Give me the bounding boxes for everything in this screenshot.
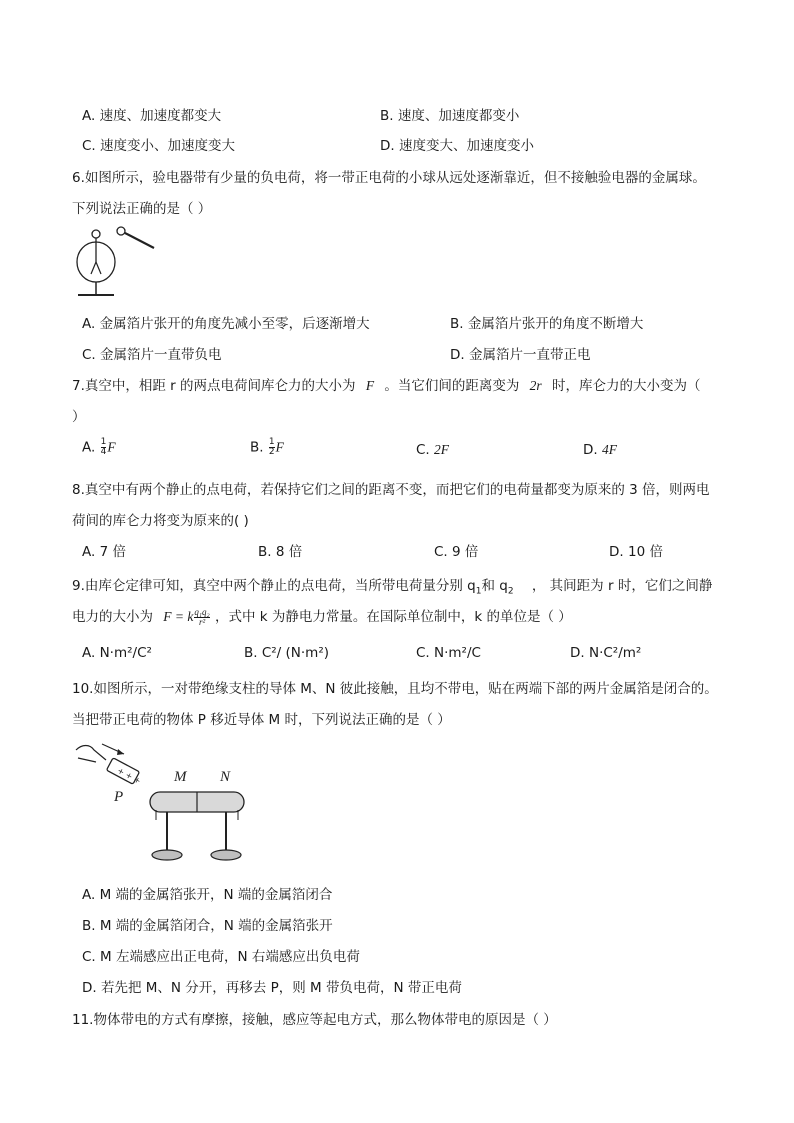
- svg-text:+ + +: + + +: [115, 766, 143, 786]
- q8-option-a: A. 7 倍: [82, 544, 126, 560]
- q7-symbol-2r: 2r: [529, 378, 542, 393]
- q7-option-a: A. $\frac{1}{4}$ F: [82, 437, 116, 457]
- hand-icon: [76, 746, 106, 761]
- q9-stem-line1: 9.由库仑定律可知，真空中两个静止的点电荷，当所带电荷量分别 $q_1$和 $q_2$ ， 其间距为 r 时，它们之间静: [72, 578, 713, 597]
- stand-base-m: [152, 850, 182, 860]
- q10-option-a: A. M 端的金属箔张开，N 端的金属箔闭合: [82, 887, 333, 903]
- q7-option-b: B. $\frac{1}{2}$ F: [250, 437, 284, 457]
- charged-ball: [117, 227, 125, 235]
- label-n: N: [220, 769, 231, 785]
- q7-symbol-f: F: [365, 378, 375, 393]
- q10-option-c: C. M 左端感应出正电荷，N 右端感应出负电荷: [82, 949, 360, 965]
- fraction-one-quarter: $\frac{1}{4}$: [100, 437, 107, 457]
- q8-option-d: D. 10 倍: [609, 544, 663, 560]
- conductor-figure: [72, 738, 252, 868]
- q5-option-b: B. 速度、加速度都变小: [380, 108, 520, 124]
- q6-option-c: C. 金属箔片一直带负电: [82, 347, 222, 363]
- q8-stem-line1: 8.真空中有两个静止的点电荷，若保持它们之间的距离不变，而把它们的电荷量都变为原来的 3 倍，则两电: [72, 482, 710, 498]
- fraction-one-half: $\frac{1}{2}$: [268, 437, 275, 457]
- q10-stem-line2: 当把带正电荷的物体 P 移近导体 M 时，下列说法正确的是（ ）: [72, 712, 451, 728]
- q11-stem-line1: 11.物体带电的方式有摩擦，接触，感应等起电方式，那么物体带电的原因是（ ）: [72, 1012, 557, 1028]
- label-p: P: [114, 789, 124, 805]
- q8-option-c: C. 9 倍: [434, 544, 479, 560]
- q10-option-d: D. 若先把 M、N 分开，再移去 P，则 M 带负电荷，N 带正电荷: [82, 980, 462, 996]
- q7-option-d: D. 4F: [583, 442, 617, 458]
- insulating-handle: [125, 233, 154, 248]
- q9-option-d: D. N·C²/m²: [570, 645, 642, 661]
- q9-stem-line2: 电力的大小为 F = k $\frac{\text{q₁q₂}}{\text{r²}}$ ，式中 k 为静电力常量。在国际单位制中，k 的单位是（ ）: [72, 606, 572, 627]
- electroscope-ball: [92, 230, 100, 238]
- coulomb-fraction: $\frac{\text{q₁q₂}}{\text{r²}}$: [194, 606, 210, 627]
- stand-base-n: [211, 850, 241, 860]
- q9-option-c: C. N·m²/C: [416, 645, 481, 661]
- q6-option-d: D. 金属箔片一直带正电: [450, 347, 591, 363]
- q8-option-b: B. 8 倍: [258, 544, 303, 560]
- q10-stem-line1: 10.如图所示，一对带绝缘支柱的导体 M、N 彼此接触，且均不带电，贴在两端下部的两片金属箔是闭合的。: [72, 681, 718, 697]
- coulomb-formula: F = k: [163, 609, 194, 624]
- electroscope-figure: [72, 222, 164, 300]
- q5-option-c: C. 速度变小、加速度变大: [82, 138, 236, 154]
- q9-option-b: B. C²/ (N·m²): [244, 645, 330, 661]
- q6-option-b: B. 金属箔片张开的角度不断增大: [450, 316, 644, 332]
- q6-stem-line2: 下列说法正确的是（ ）: [72, 201, 212, 217]
- q5-option-d: D. 速度变大、加速度变小: [380, 138, 534, 154]
- q7-option-c: C. 2F: [416, 442, 450, 458]
- q5-option-a: A. 速度、加速度都变大: [82, 108, 222, 124]
- label-m: M: [174, 769, 187, 785]
- q7-stem-line2: ）: [72, 409, 86, 425]
- q10-option-b: B. M 端的金属箔闭合，N 端的金属箔张开: [82, 918, 333, 934]
- q6-stem-line1: 6.如图所示，验电器带有少量的负电荷，将一带正电荷的小球从远处逐渐靠近，但不接触验电器的金属球。: [72, 170, 706, 186]
- q7-stem-line1: 7.真空中，相距 r 的两点电荷间库仑力的大小为 F 。当它们间的距离变为 2r 时，库仑力的大小变为（: [72, 378, 701, 394]
- q9-option-a: A. N·m²/C²: [82, 645, 152, 661]
- electroscope-leaf-left: [91, 262, 96, 274]
- electroscope-leaf-right: [96, 262, 101, 274]
- q6-option-a: A. 金属箔片张开的角度先减小至零，后逐渐增大: [82, 316, 370, 332]
- q8-stem-line2: 荷间的库仑力将变为原来的( ): [72, 513, 249, 529]
